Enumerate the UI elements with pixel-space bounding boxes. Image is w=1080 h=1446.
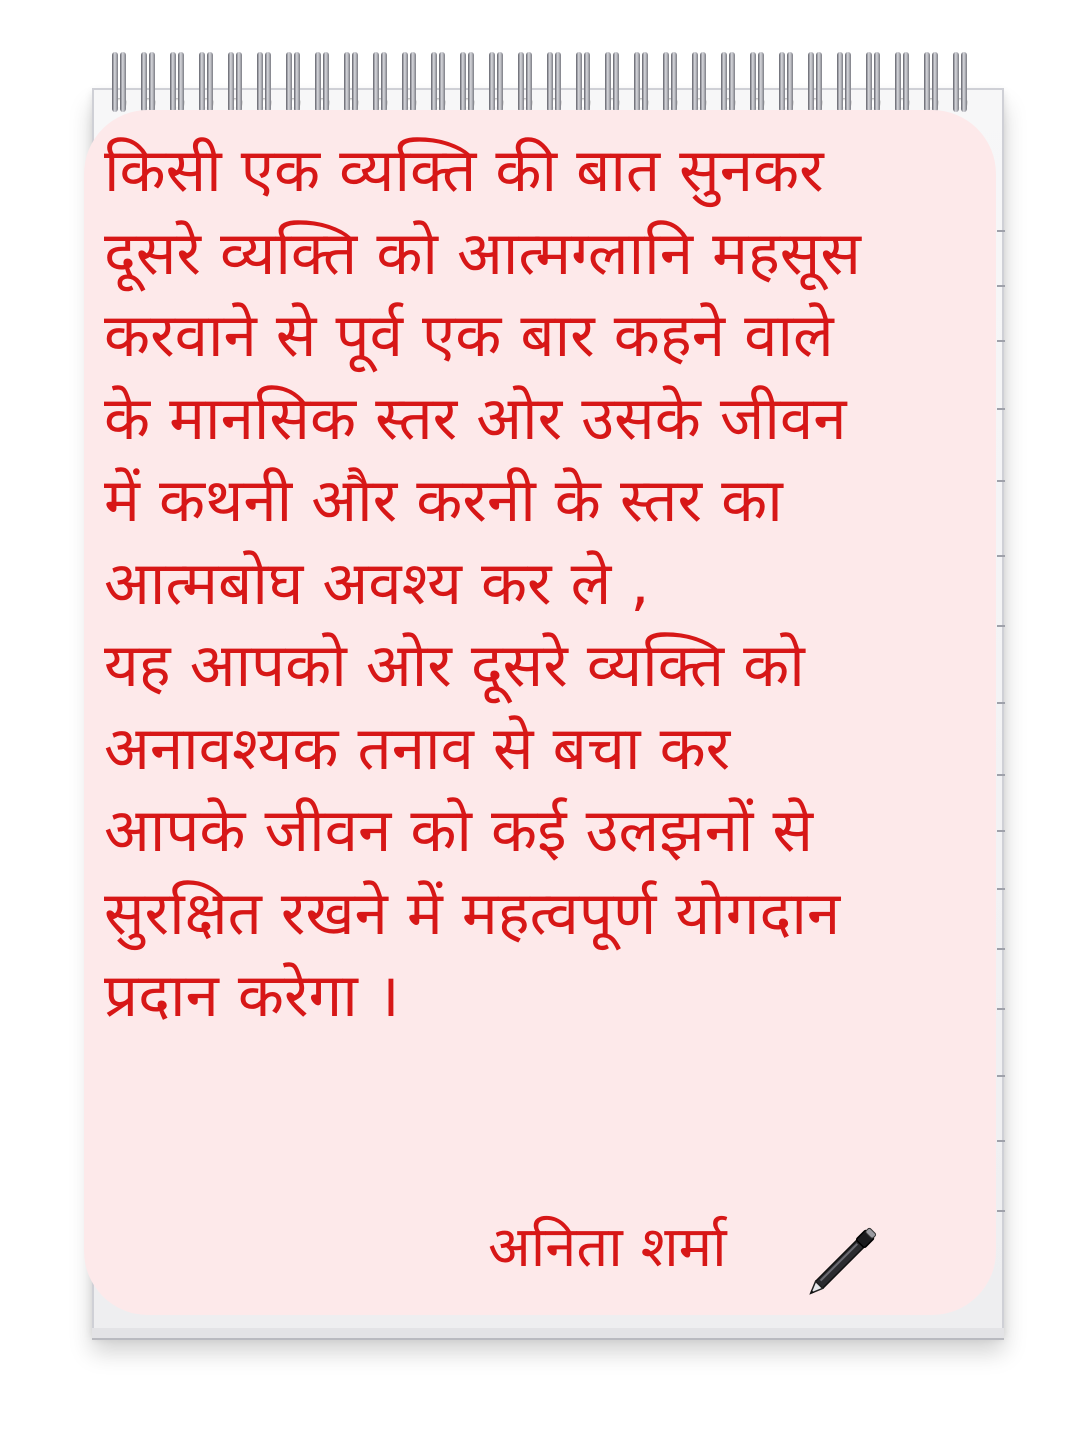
spiral-wire bbox=[228, 52, 234, 112]
spiral-ring bbox=[170, 52, 177, 116]
spiral-ring bbox=[228, 52, 235, 116]
margin-dash bbox=[997, 1140, 1005, 1142]
spiral-ring bbox=[257, 52, 264, 116]
spiral-wire bbox=[953, 52, 959, 112]
spiral-wire bbox=[236, 52, 242, 112]
spiral-wire bbox=[199, 52, 205, 112]
spiral-wire bbox=[352, 52, 358, 112]
quote-line: सुरक्षित रखने में महत्वपूर्ण योगदान bbox=[104, 878, 841, 949]
spiral-ring bbox=[605, 52, 612, 116]
spiral-wire bbox=[816, 52, 822, 112]
margin-dash bbox=[997, 555, 1005, 557]
margin-dash bbox=[997, 1008, 1005, 1010]
spiral-ring bbox=[402, 52, 409, 116]
spiral-wire bbox=[149, 52, 155, 112]
margin-dash bbox=[997, 888, 1005, 890]
spiral-ring bbox=[547, 52, 554, 116]
margin-dash bbox=[997, 285, 1005, 287]
spiral-wire bbox=[120, 52, 126, 112]
spiral-wire bbox=[671, 52, 677, 112]
spiral-wire bbox=[555, 52, 561, 112]
author-name: अनिता शर्मा bbox=[488, 1215, 727, 1280]
margin-dash bbox=[997, 948, 1005, 950]
quote-line: में कथनी और करनी के स्तर का bbox=[104, 466, 783, 536]
spiral-ring bbox=[779, 52, 786, 116]
spiral-ring bbox=[431, 52, 438, 116]
spiral-wire bbox=[837, 52, 843, 112]
spiral-ring bbox=[721, 52, 728, 116]
spiral-wire bbox=[294, 52, 300, 112]
spiral-wire bbox=[497, 52, 503, 112]
spiral-wire bbox=[468, 52, 474, 112]
quote-line: किसी एक व्यक्ति की बात सुनकर bbox=[104, 136, 824, 206]
spiral-wire bbox=[526, 52, 532, 112]
spiral-wire bbox=[576, 52, 582, 112]
spiral-wire bbox=[721, 52, 727, 112]
spiral-wire bbox=[642, 52, 648, 112]
spiral-ring bbox=[489, 52, 496, 116]
spiral-ring bbox=[953, 52, 960, 116]
spiral-ring bbox=[344, 52, 351, 116]
quote-line: अनावश्यक तनाव से बचा कर bbox=[104, 713, 731, 784]
spiral-wire bbox=[170, 52, 176, 112]
margin-dash bbox=[997, 625, 1005, 627]
spiral-wire bbox=[265, 52, 271, 112]
spiral-wire bbox=[895, 52, 901, 112]
spiral-wire bbox=[381, 52, 387, 112]
spiral-wire bbox=[924, 52, 930, 112]
spiral-wire bbox=[344, 52, 350, 112]
spiral-wire bbox=[323, 52, 329, 112]
spiral-wire bbox=[779, 52, 785, 112]
spiral-ring bbox=[895, 52, 902, 116]
spiral-wire bbox=[961, 52, 967, 112]
spiral-ring bbox=[460, 52, 467, 116]
quote-line: आपके जीवन को कई उलझनों से bbox=[104, 796, 814, 866]
spiral-wire bbox=[141, 52, 147, 112]
margin-dash bbox=[997, 480, 1005, 482]
spiral-ring bbox=[286, 52, 293, 116]
spiral-wire bbox=[758, 52, 764, 112]
spiral-wire bbox=[605, 52, 611, 112]
quote-line: आत्मबोघ अवश्य कर ले , bbox=[104, 548, 650, 619]
spiral-ring bbox=[518, 52, 525, 116]
spiral-wire bbox=[874, 52, 880, 112]
spiral-wire bbox=[373, 52, 379, 112]
notebook-page-stack bbox=[92, 1328, 1004, 1340]
quote-line: यह आपको ओर दूसरे व्यक्ति को bbox=[104, 631, 805, 701]
spiral-wire bbox=[489, 52, 495, 112]
spiral-wire bbox=[207, 52, 213, 112]
spiral-wire bbox=[903, 52, 909, 112]
margin-dash bbox=[997, 702, 1005, 704]
quote-line: के मानसिक स्तर ओर उसके जीवन bbox=[104, 383, 847, 454]
spiral-wire bbox=[439, 52, 445, 112]
spiral-ring bbox=[750, 52, 757, 116]
spiral-ring bbox=[924, 52, 931, 116]
spiral-wire bbox=[460, 52, 466, 112]
spiral-ring bbox=[373, 52, 380, 116]
spiral-wire bbox=[518, 52, 524, 112]
margin-dash bbox=[997, 830, 1005, 832]
spiral-wire bbox=[112, 52, 118, 112]
quote-line: प्रदान करेगा । bbox=[104, 961, 400, 1031]
margin-dash bbox=[997, 774, 1005, 776]
margin-dash bbox=[997, 340, 1005, 342]
quote-line: दूसरे व्यक्ति को आत्मग्लानि महसूस bbox=[104, 218, 861, 289]
pencil-icon bbox=[800, 1212, 892, 1304]
margin-dash bbox=[997, 230, 1005, 232]
spiral-wire bbox=[663, 52, 669, 112]
spiral-ring bbox=[112, 52, 119, 116]
spiral-wire bbox=[808, 52, 814, 112]
spiral-wire bbox=[315, 52, 321, 112]
spiral-wire bbox=[787, 52, 793, 112]
spiral-ring bbox=[141, 52, 148, 116]
spiral-ring bbox=[634, 52, 641, 116]
spiral-wire bbox=[700, 52, 706, 112]
spiral-wire bbox=[410, 52, 416, 112]
spiral-ring bbox=[692, 52, 699, 116]
spiral-ring bbox=[808, 52, 815, 116]
spiral-ring bbox=[837, 52, 844, 116]
spiral-wire bbox=[750, 52, 756, 112]
spiral-wire bbox=[866, 52, 872, 112]
quote-text bbox=[104, 130, 984, 1038]
spiral-wire bbox=[692, 52, 698, 112]
spiral-wire bbox=[178, 52, 184, 112]
margin-dash bbox=[997, 408, 1005, 410]
spiral-wire bbox=[613, 52, 619, 112]
spiral-ring bbox=[315, 52, 322, 116]
spiral-wire bbox=[431, 52, 437, 112]
spiral-ring bbox=[663, 52, 670, 116]
spiral-ring bbox=[576, 52, 583, 116]
spiral-wire bbox=[547, 52, 553, 112]
spiral-wire bbox=[584, 52, 590, 112]
spiral-wire bbox=[729, 52, 735, 112]
quote-line: करवाने से पूर्व एक बार कहने वाले bbox=[104, 301, 834, 371]
spiral-wire bbox=[634, 52, 640, 112]
spiral-wire bbox=[257, 52, 263, 112]
spiral-wire bbox=[932, 52, 938, 112]
margin-dash bbox=[997, 1075, 1005, 1077]
spiral-wire bbox=[402, 52, 408, 112]
spiral-ring bbox=[199, 52, 206, 116]
spiral-wire bbox=[845, 52, 851, 112]
spiral-wire bbox=[286, 52, 292, 112]
margin-dash bbox=[997, 1210, 1005, 1212]
spiral-ring bbox=[866, 52, 873, 116]
